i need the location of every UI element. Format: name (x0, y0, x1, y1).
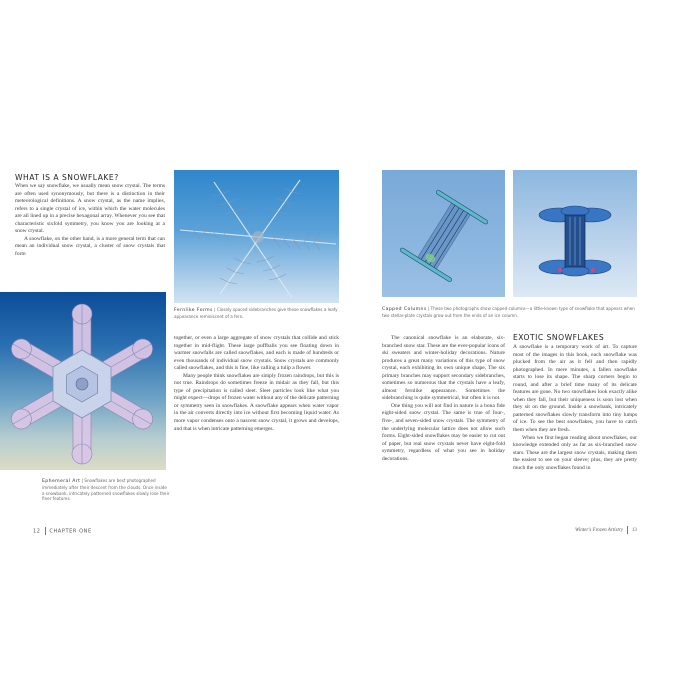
folio-divider (45, 527, 46, 535)
running-title: Winter's Frozen Artistry (575, 528, 624, 534)
stellar-snowflake-icon (0, 292, 166, 470)
paragraph: When we say snowflake, we usually mean snow crystal. The terms are often used synonymously, but there is a distinction in their meteorological definitions. A snow crystal, as the name implies, refers to a single crystal of ice, within which the water molecules are all lined up in a precise hexagonal array. Whenever you see that characteristic sixfold symmetry, you know you are looking at a snow crystal. (15, 183, 165, 235)
page-number: 13 (631, 528, 637, 534)
right-page-folio (575, 526, 637, 534)
paragraph: A snowflake, on the other hand, is a more general term that can mean an individual snow crystal, a cluster of snow crystals that form (15, 235, 165, 257)
continued-text-block (174, 335, 339, 433)
intro-text-block (15, 183, 165, 258)
right-page-column-right (513, 344, 637, 472)
stellar-plate-snowflake-photo (0, 292, 166, 470)
caption-separator: | (214, 307, 217, 312)
fernlike-forms-caption (174, 307, 339, 320)
caption-separator: | (81, 478, 85, 483)
fernlike-snowflake-photo (174, 170, 339, 303)
fernlike-snowflake-icon (174, 170, 339, 303)
capped-column-photo-upright (513, 170, 637, 297)
chapter-label: CHAPTER ONE (49, 528, 92, 535)
section-heading-exotic-snowflakes: EXOTIC SNOWFLAKES (513, 333, 605, 342)
capped-column-icon (382, 170, 505, 297)
caption-separator: | (427, 306, 431, 311)
capped-columns-caption (382, 306, 642, 319)
right-page-column-left (382, 335, 505, 463)
capped-column-photo-tilted (382, 170, 505, 297)
caption-text: Closely spaced sidebranches give these snowflakes a leafy appearance reminiscent of a fern. (174, 307, 338, 319)
caption-label: Fernlike Forms (174, 308, 213, 313)
caption-label: Ephemeral Art (42, 479, 81, 484)
paragraph: together, or even a large aggregate of snow crystals that collide and stick together in mid-flight. These large puffballs you see floating down in warmer snowfalls are called snowflakes, and each is made of hundreds or even thousands of individual snow crystals. Snow crystals are commonly called snowflakes, and this is fine, like calling a tulip a flower. (174, 335, 339, 372)
paragraph: One thing you will not find in nature is a bona fide eight-sided snow crystal. The same is true of four-, five-, and seven-sided snow crystals. The symmetry of the underlying molecular lattice does not allow such forms. Eight-sided snowflakes may be easier to cut out of paper, but real snow crystals never have eight-fold symmetry, regardless of what you see in holiday decorations. (382, 402, 505, 462)
ephemeral-art-caption (42, 478, 170, 502)
paragraph: Many people think snowflakes are simply frozen raindrops, but this is not true. Raindrops do sometimes freeze in midair as they fall, but this type of precipitation is called sleet. Sleet particles look like what you might expect—drops of frozen water without any of the delicate patterning or symmetry seen in snowflakes. A snowflake appears when water vapor in the air converts directly into ice without first becoming liquid water. As more vapor condenses onto a nascent snow crystal, it grows and develops, and that is when intricate patterning emerges. (174, 372, 339, 432)
paragraph: The canonical snowflake is an elaborate, six-branched snow star. These are the ever-popular icons of ski sweaters and winter-holiday decorations. Nature produces a great many variations of this type of snow crystal, each exhibiting its own unique shape. The six primary branches may support secondary sidebranches, sometimes so numerous that the crystals have a leafy, almost fernlike appearance. Sometimes the sidebranching is quite symmetrical, but often it is not. (382, 335, 505, 402)
paragraph: When we first began reading about snowflakes, our knowledge extended only as far as six-branched snow stars. These are the largest snow crystals, making them the easiest to see on your sleeve; plus, they are pretty much the only snowflakes found in (513, 434, 637, 471)
section-heading-what-is-a-snowflake: WHAT IS A SNOWFLAKE? (15, 173, 119, 182)
page-number: 12 (33, 528, 41, 535)
paragraph: A snowflake is a temporary work of art. To capture most of the images in this book, each snowflake was plucked from the air as it fell and then rapidly photographed. In mere minutes, a fallen snowflake starts to lose its shape. The sharp corners begin to round, and after a brief time many of its delicate features are gone. No two snowflakes look exactly alike when they fall, but their uniqueness is soon lost when they sit on the ground. Inside a snowbank, intricately patterned snowflakes slowly transform into tiny lumps of ice. To see the best snowflakes, you have to catch them when they are fresh. (513, 344, 637, 434)
capped-column-icon (513, 170, 637, 297)
left-page-folio (33, 527, 92, 535)
caption-text: These two photographs show capped columns—a little-known type of snowflake that appears when two stellar-plate crystals grow out from the ends of an ice column. (382, 306, 635, 318)
caption-text: Snowflakes are best photographed immediately after their descent from the clouds. Once inside a snowbank, intricately patterned snowflakes slowly lose their finer features. (42, 478, 170, 502)
caption-label: Capped Columns (382, 307, 427, 312)
folio-divider (627, 526, 628, 534)
